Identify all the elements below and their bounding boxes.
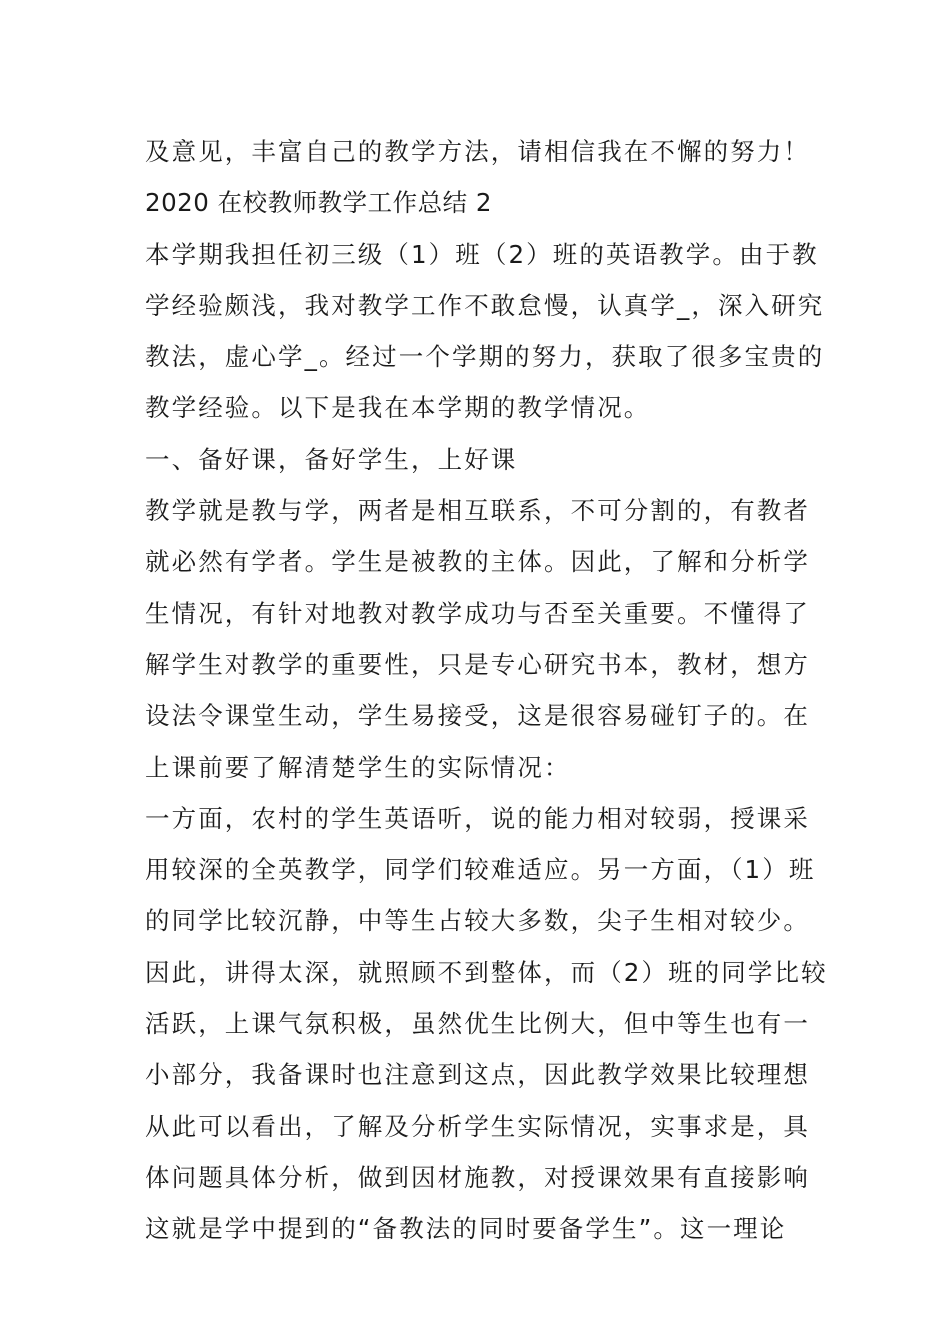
body-text bbox=[145, 126, 828, 1255]
section-heading: 2020 在校教师教学工作总结 2 bbox=[145, 188, 493, 218]
text-line: 因此，讲得太深，就照顾不到整体，而（2）班的同学比较 bbox=[145, 957, 828, 987]
text-line: 这就是学中提到的“备教法的同时要备学生”。这一理论 bbox=[145, 1214, 787, 1244]
text-line: 学经验颇浅，我对教学工作不敢怠慢，认真学_，深入研究 bbox=[145, 290, 825, 320]
text-line: 就必然有学者。学生是被教的主体。因此，了解和分析学 bbox=[145, 547, 810, 577]
text-line: 活跃，上课气氛积极，虽然优生比例大，但中等生也有一 bbox=[145, 1009, 810, 1039]
text-line: 教法，虚心学_。经过一个学期的努力，获取了很多宝贵的 bbox=[145, 342, 825, 372]
text-line: 小部分，我备课时也注意到这点，因此教学效果比较理想 bbox=[145, 1060, 810, 1090]
text-line: 的同学比较沉静，中等生占较大多数，尖子生相对较少。 bbox=[145, 906, 810, 936]
text-line: 用较深的全英教学，同学们较难适应。另一方面，（1）班 bbox=[145, 855, 816, 885]
text-line: 本学期我担任初三级（1）班（2）班的英语教学。由于教 bbox=[145, 239, 819, 269]
text-line: 上课前要了解清楚学生的实际情况： bbox=[145, 752, 571, 782]
text-line: 设法令课堂生动，学生易接受，这是很容易碰钉子的。在 bbox=[145, 701, 810, 731]
text-line: 及意见，丰富自己的教学方法，请相信我在不懈的努力！ bbox=[145, 137, 810, 166]
text-line: 教学经验。以下是我在本学期的教学情况。 bbox=[145, 393, 651, 423]
text-line: 一方面，农村的学生英语听，说的能力相对较弱，授课采 bbox=[145, 803, 810, 833]
text-line: 解学生对教学的重要性，只是专心研究书本，教材，想方 bbox=[145, 649, 810, 679]
subsection-heading: 一、备好课，备好学生，上好课 bbox=[145, 444, 518, 474]
text-line: 从此可以看出，了解及分析学生实际情况，实事求是，具 bbox=[145, 1111, 810, 1141]
text-line: 体问题具体分析，做到因材施教，对授课效果有直接影响 bbox=[145, 1162, 810, 1192]
text-line: 生情况，有针对地教对教学成功与否至关重要。不懂得了 bbox=[145, 598, 810, 628]
text-line: 教学就是教与学，两者是相互联系，不可分割的，有教者 bbox=[145, 496, 810, 526]
